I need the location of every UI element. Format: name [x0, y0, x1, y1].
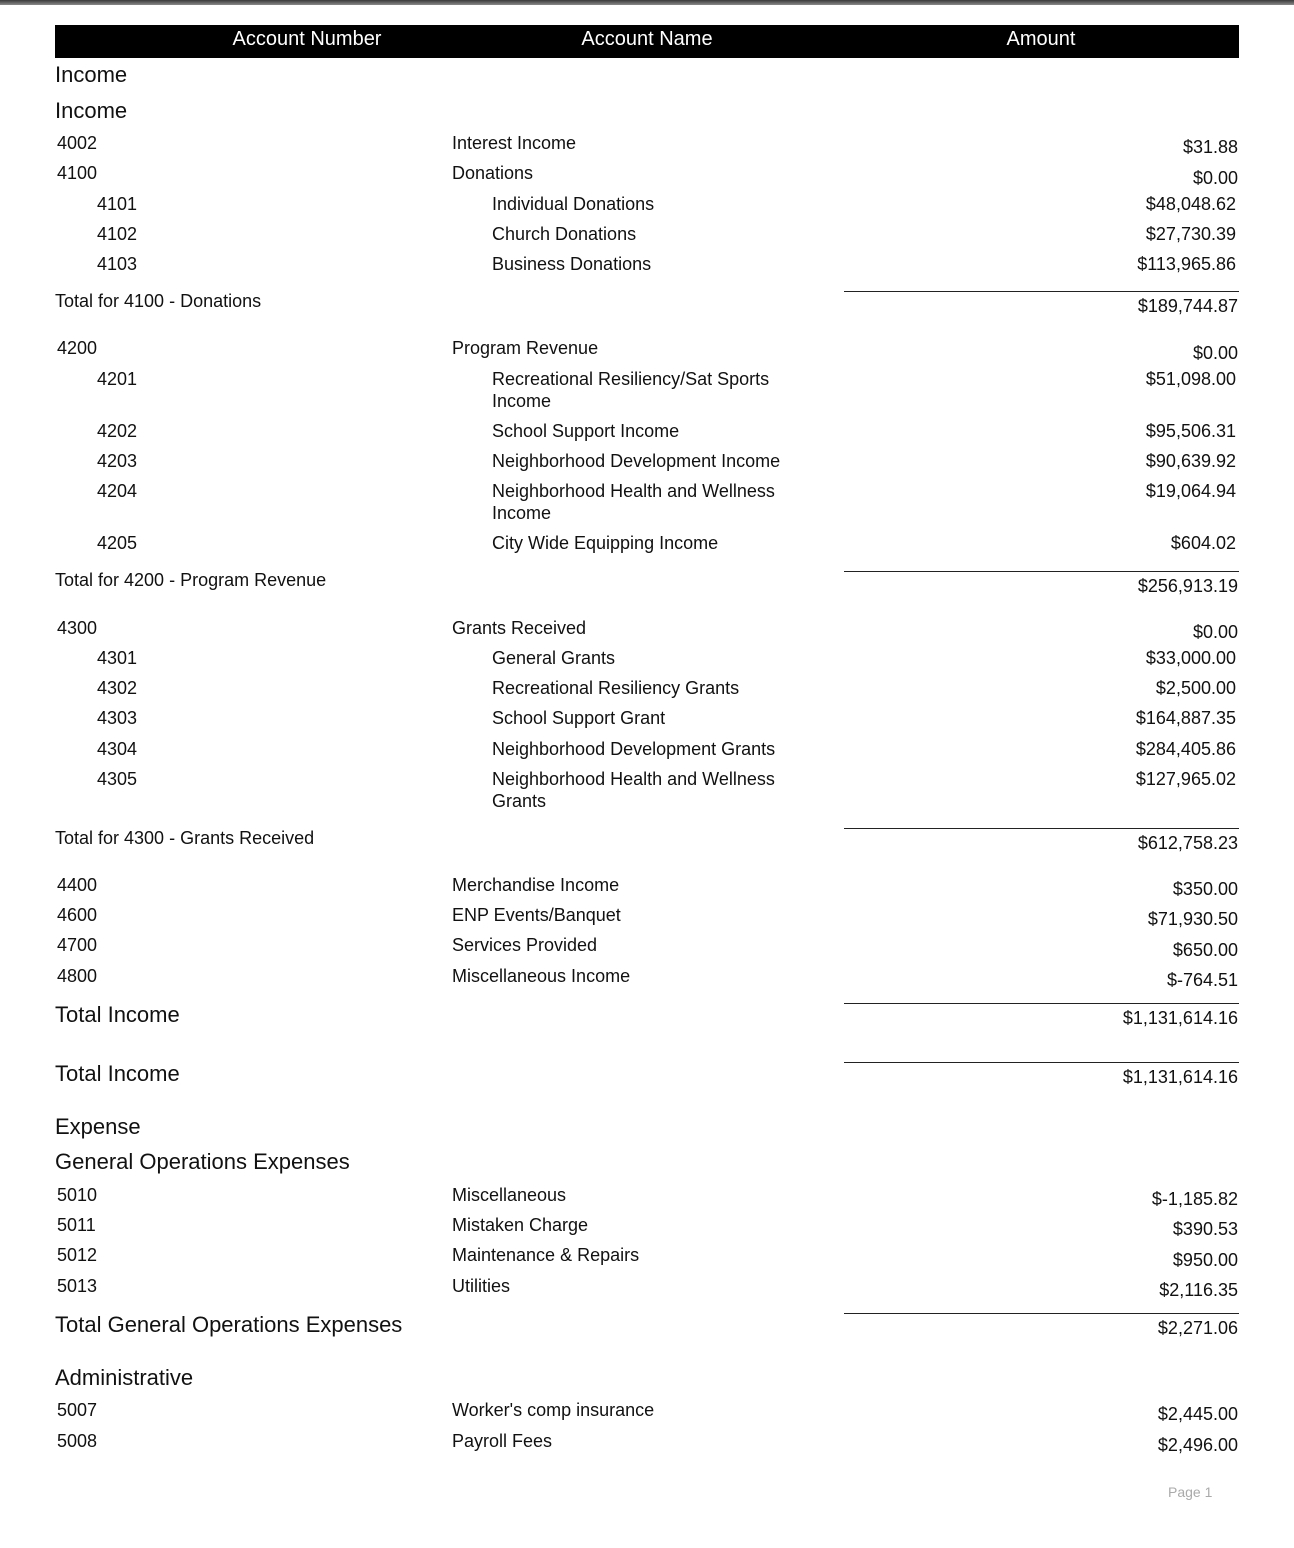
account-number: 4102: [97, 224, 138, 244]
section-income: Income: [55, 62, 128, 87]
account-number: 4304: [97, 739, 138, 759]
account-amount: $-1,185.82: [1151, 1189, 1238, 1209]
account-name: Donations: [452, 163, 534, 183]
account-amount: $604.02: [1170, 533, 1236, 553]
page-number: Page 1: [1168, 1484, 1213, 1500]
top-border: [0, 0, 1294, 5]
account-amount: $2,116.35: [1159, 1280, 1238, 1300]
account-name: Business Donations: [492, 254, 652, 274]
total-rule: [844, 1062, 1239, 1063]
account-number: 5011: [57, 1215, 96, 1235]
account-amount: $0.00: [1192, 168, 1238, 188]
account-number: 4600: [57, 905, 98, 925]
total-label: Total for 4100 - Donations: [55, 291, 262, 311]
total-amount: $612,758.23: [1137, 833, 1238, 853]
grand-total-income-amount: $1,131,614.16: [1122, 1067, 1238, 1087]
total-label: Total for 4200 - Program Revenue: [55, 570, 327, 590]
account-number: 4100: [57, 163, 98, 183]
subsection-income: Income: [55, 98, 128, 123]
account-name: Payroll Fees: [452, 1431, 553, 1451]
total-rule: [844, 1313, 1239, 1314]
account-amount: $2,500.00: [1155, 678, 1236, 698]
account-number: 4301: [97, 648, 138, 668]
account-name: Miscellaneous: [452, 1185, 567, 1205]
account-amount: $2,445.00: [1157, 1404, 1238, 1424]
grand-total-income-label: Total Income: [55, 1061, 180, 1086]
total-amount: $189,744.87: [1137, 296, 1238, 316]
account-number: 4203: [97, 451, 138, 471]
account-name: School Support Grant: [492, 708, 666, 728]
account-name: School Support Income: [492, 421, 680, 441]
total-rule: [844, 571, 1239, 572]
account-name-continued: Income: [492, 391, 552, 411]
account-number: 4302: [97, 678, 138, 698]
account-name: Mistaken Charge: [452, 1215, 589, 1235]
account-amount: $51,098.00: [1145, 369, 1236, 389]
account-amount: $284,405.86: [1135, 739, 1236, 759]
header-amount: Amount: [1006, 28, 1076, 50]
account-name-continued: Grants: [492, 791, 547, 811]
account-amount: $127,965.02: [1135, 769, 1236, 789]
account-name: Miscellaneous Income: [452, 966, 631, 986]
total-rule: [844, 828, 1239, 829]
account-name: Utilities: [452, 1276, 511, 1296]
account-amount: $95,506.31: [1145, 421, 1236, 441]
account-amount: $33,000.00: [1145, 648, 1236, 668]
account-amount: $48,048.62: [1145, 194, 1236, 214]
total-income-amount: $1,131,614.16: [1122, 1008, 1238, 1028]
account-name: Neighborhood Development Grants: [492, 739, 776, 759]
account-number: 5010: [57, 1185, 98, 1205]
account-name: Services Provided: [452, 935, 598, 955]
header-account-name: Account Name: [581, 28, 713, 50]
account-number: 4103: [97, 254, 138, 274]
account-amount: $-764.51: [1166, 970, 1238, 990]
account-number: 4101: [97, 194, 138, 214]
account-name: Grants Received: [452, 618, 587, 638]
account-number: 4002: [57, 133, 98, 153]
header-account-number: Account Number: [232, 28, 382, 50]
account-amount: $950.00: [1172, 1250, 1238, 1270]
total-rule: [844, 291, 1239, 292]
account-amount: $164,887.35: [1135, 708, 1236, 728]
account-name: Neighborhood Health and Wellness: [492, 769, 775, 789]
account-number: 5008: [57, 1431, 98, 1451]
account-number: 4204: [97, 481, 138, 501]
account-amount: $31.88: [1182, 137, 1238, 157]
account-amount: $0.00: [1192, 343, 1238, 363]
total-general-operations-label: Total General Operations Expenses: [55, 1312, 403, 1337]
section-expense: Expense: [55, 1114, 141, 1139]
subsection-administrative: Administrative: [55, 1365, 194, 1390]
account-number: 4305: [97, 769, 138, 789]
account-name: Program Revenue: [452, 338, 599, 358]
account-name: General Grants: [492, 648, 616, 668]
account-amount: $27,730.39: [1145, 224, 1236, 244]
account-amount: $90,639.92: [1145, 451, 1236, 471]
account-name: Neighborhood Development Income: [492, 451, 781, 471]
total-label: Total for 4300 - Grants Received: [55, 828, 315, 848]
account-name: Maintenance & Repairs: [452, 1245, 640, 1265]
account-number: 4700: [57, 935, 98, 955]
account-name: Interest Income: [452, 133, 577, 153]
account-number: 4300: [57, 618, 98, 638]
account-name: Recreational Resiliency Grants: [492, 678, 740, 698]
account-name: Individual Donations: [492, 194, 655, 214]
account-amount: $350.00: [1172, 879, 1238, 899]
account-number: 5007: [57, 1400, 98, 1420]
account-number: 4800: [57, 966, 98, 986]
account-amount: $71,930.50: [1147, 909, 1238, 929]
account-number: 4205: [97, 533, 138, 553]
account-name: ENP Events/Banquet: [452, 905, 621, 925]
account-amount: $390.53: [1172, 1219, 1238, 1239]
total-amount: $256,913.19: [1137, 576, 1238, 596]
account-amount: $0.00: [1192, 622, 1238, 642]
account-number: 4400: [57, 875, 98, 895]
account-name: Neighborhood Health and Wellness: [492, 481, 775, 501]
account-number: 4200: [57, 338, 98, 358]
account-amount: $650.00: [1172, 940, 1238, 960]
account-name: Merchandise Income: [452, 875, 620, 895]
subsection-general-operations: General Operations Expenses: [55, 1149, 350, 1174]
account-name: City Wide Equipping Income: [492, 533, 719, 553]
account-amount: $19,064.94: [1145, 481, 1236, 501]
account-number: 5012: [57, 1245, 98, 1265]
account-amount: $113,965.86: [1137, 254, 1236, 274]
account-name-continued: Income: [492, 503, 552, 523]
account-number: 4201: [97, 369, 138, 389]
total-rule: [844, 1003, 1239, 1004]
table-header: [55, 25, 1239, 58]
account-number: 5013: [57, 1276, 98, 1296]
account-name: Worker's comp insurance: [452, 1400, 655, 1420]
account-name: Recreational Resiliency/Sat Sports: [492, 369, 770, 389]
account-number: 4303: [97, 708, 138, 728]
total-general-operations-amount: $2,271.06: [1157, 1318, 1238, 1338]
account-name: Church Donations: [492, 224, 637, 244]
account-amount: $2,496.00: [1157, 1435, 1238, 1455]
total-income-label: Total Income: [55, 1002, 180, 1027]
account-number: 4202: [97, 421, 138, 441]
